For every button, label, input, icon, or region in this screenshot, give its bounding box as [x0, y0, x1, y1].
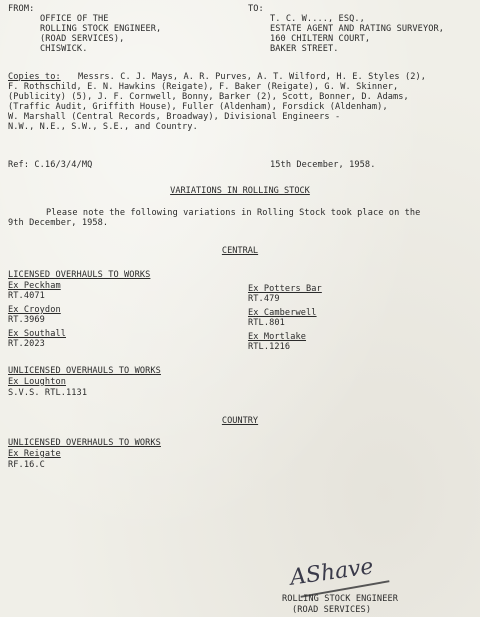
vehicle-number: RTL.801 — [248, 318, 285, 328]
vehicle-number: S.V.S. RTL.1131 — [8, 388, 88, 398]
vehicle-number: RT.3969 — [8, 315, 45, 325]
depot-name: Ex Camberwell — [248, 308, 317, 318]
handwritten-signature: AShave — [288, 554, 376, 591]
from-line: ROLLING STOCK ENGINEER, — [40, 24, 162, 34]
depot-name: Ex Peckham — [8, 281, 61, 291]
from-line: OFFICE OF THE — [40, 14, 109, 24]
signoff-line: (ROAD SERVICES) — [292, 605, 372, 615]
section-heading-country: COUNTRY — [221, 416, 259, 426]
signoff-line: ROLLING STOCK ENGINEER — [282, 594, 399, 604]
copies-line: (Traffic Audit, Griffith House), Fuller (Aldenham), Forsdick (Aldenham), — [8, 102, 388, 112]
from-line: CHISWICK. — [40, 44, 88, 54]
to-line: ESTATE AGENT AND RATING SURVEYOR, — [270, 24, 445, 34]
vehicle-number: RT.479 — [248, 294, 280, 304]
copies-label: Copies to: — [8, 72, 61, 82]
to-line: BAKER STREET. — [270, 44, 339, 54]
depot-name: Ex Reigate — [8, 449, 61, 459]
depot-name: Ex Loughton — [8, 377, 67, 387]
to-label: TO: — [248, 4, 264, 14]
vehicle-number: RT.4071 — [8, 291, 45, 301]
section-heading-central: CENTRAL — [221, 246, 259, 256]
letter-date: 15th December, 1958. — [270, 160, 376, 170]
unlicensed-heading: UNLICENSED OVERHAULS TO WORKS — [8, 438, 161, 448]
intro-line: 9th December, 1958. — [8, 218, 109, 228]
unlicensed-heading: UNLICENSED OVERHAULS TO WORKS — [8, 366, 161, 376]
from-label: FROM: — [8, 4, 35, 14]
depot-name: Ex Potters Bar — [248, 284, 322, 294]
copies-line: W. Marshall (Central Records, Broadway), Divisional Engineers - — [8, 112, 341, 122]
depot-name: Ex Southall — [8, 329, 67, 339]
copies-line: N.W., N.E., S.W., S.E., and Country. — [8, 122, 198, 132]
document-title: VARIATIONS IN ROLLING STOCK — [170, 186, 310, 196]
to-line: 160 CHILTERN COURT, — [270, 34, 371, 44]
copies-line: Messrs. C. J. Mays, A. R. Purves, A. T. Wilford, H. E. Styles (2), — [78, 72, 427, 82]
vehicle-number: RT.2023 — [8, 339, 45, 349]
intro-line: Please note the following variations in Rolling Stock took place on the — [46, 208, 421, 218]
reference: Ref: C.16/3/4/MQ — [8, 160, 93, 170]
depot-name: Ex Croydon — [8, 305, 61, 315]
to-line: T. C. W...., ESQ., — [270, 14, 365, 24]
from-line: (ROAD SERVICES), — [40, 34, 125, 44]
vehicle-number: RF.16.C — [8, 460, 45, 470]
copies-line: F. Rothschild, E. N. Hawkins (Reigate), F. Baker (Reigate), G. W. Skinner, — [8, 82, 399, 92]
depot-name: Ex Mortlake — [248, 332, 307, 342]
vehicle-number: RTL.1216 — [248, 342, 291, 352]
licensed-heading: LICENSED OVERHAULS TO WORKS — [8, 270, 151, 280]
copies-line: (Publicity) (5), J. F. Cornwell, Bonny, Barker (2), Scott, Bonner, D. Adams, — [8, 92, 409, 102]
